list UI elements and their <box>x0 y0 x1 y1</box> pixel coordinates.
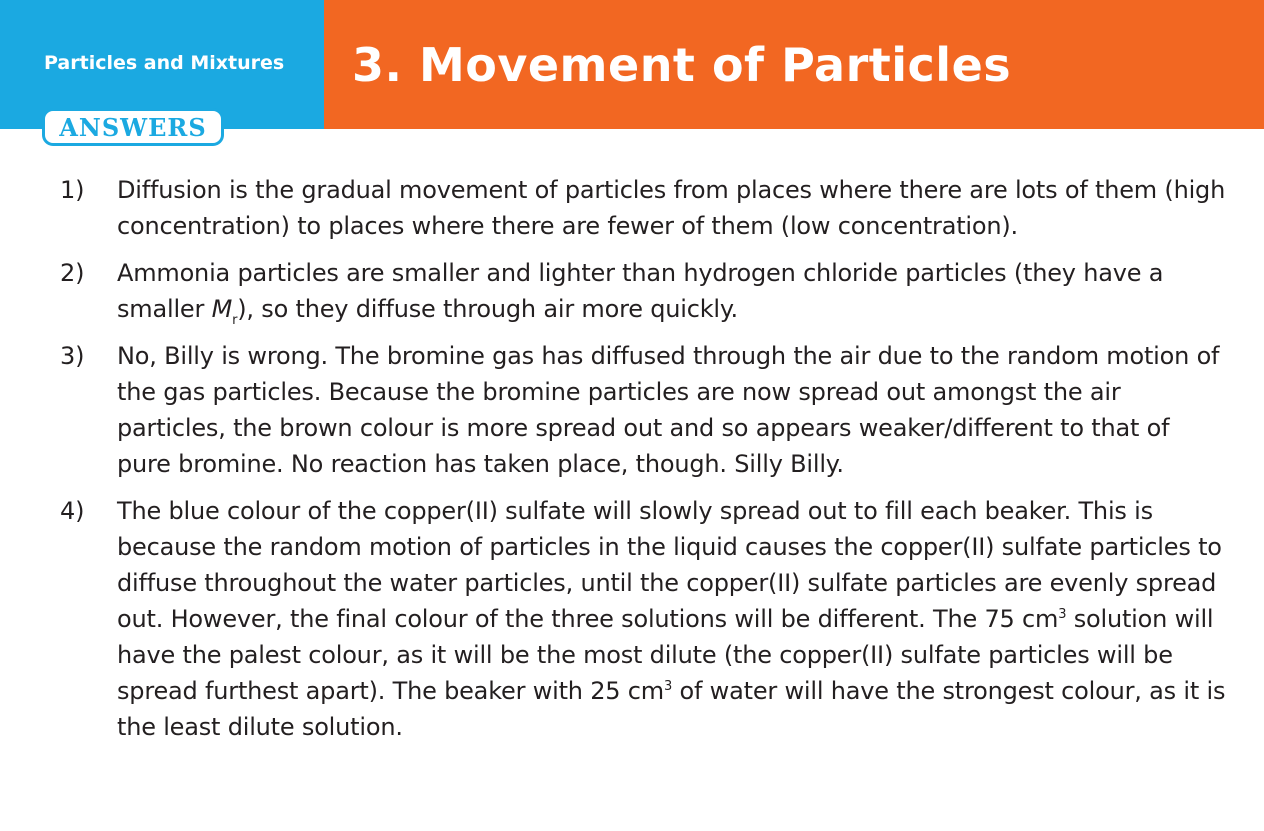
answer-text-part: Diffusion is the gradual movement of particles from places where there are lots of them (high concentration) to places where there are fewer of them (low concentration). <box>117 176 1226 240</box>
answers-list <box>60 172 1230 756</box>
answer-text <box>117 255 1230 327</box>
answer-number: 4) <box>60 497 85 525</box>
answer-item-2 <box>60 255 1230 327</box>
answer-text <box>117 338 1230 482</box>
answer-text-part: No, Billy is wrong. The bromine gas has diffused through the air due to the random motion of the gas particles. Because the bromine particles are now spread out amongst the air particles, the brown colour is more spread out and so appears weaker/different to that of pure bromine. No reaction has taken place, though. Silly Billy. <box>117 342 1220 478</box>
molar-mass-subscript: r <box>232 313 238 328</box>
answer-text-part: Ammonia particles are smaller and lighter than hydrogen chloride particles (they have a smaller <box>117 259 1164 323</box>
answer-number: 2) <box>60 259 85 287</box>
answer-text <box>117 172 1230 244</box>
answer-item-3 <box>60 338 1230 482</box>
superscript-3: 3 <box>1058 607 1067 622</box>
answer-text-part: The blue colour of the copper(II) sulfate will slowly spread out to fill each beaker. This is because the random motion of particles in the liquid causes the copper(II) sulfate particles to diffuse throughout the water particles, until the copper(II) sulfate particles are evenly spread out. However, the final colour of the three solutions will be different. The 75 cm <box>117 497 1222 633</box>
answer-text-part: of water will have the strongest colour, as it is the least dilute solution. <box>117 677 1226 741</box>
answer-text <box>117 493 1230 745</box>
section-label: Particles and Mixtures <box>44 52 285 74</box>
answer-text-part: ), so they diffuse through air more quickly. <box>237 295 738 323</box>
answer-text-part: solution will have the palest colour, as it will be the most dilute (the copper(II) sulfate particles will be spread furthest apart). The beaker with 25 cm <box>117 605 1214 705</box>
answer-item-4 <box>60 493 1230 745</box>
answer-number: 1) <box>60 176 85 204</box>
superscript-3: 3 <box>664 679 673 694</box>
molar-mass-symbol: M <box>211 295 233 323</box>
page-title: 3. Movement of Particles <box>352 38 1012 92</box>
answers-badge: ANSWERS <box>42 108 224 146</box>
answer-number: 3) <box>60 342 85 370</box>
answer-item-1 <box>60 172 1230 244</box>
